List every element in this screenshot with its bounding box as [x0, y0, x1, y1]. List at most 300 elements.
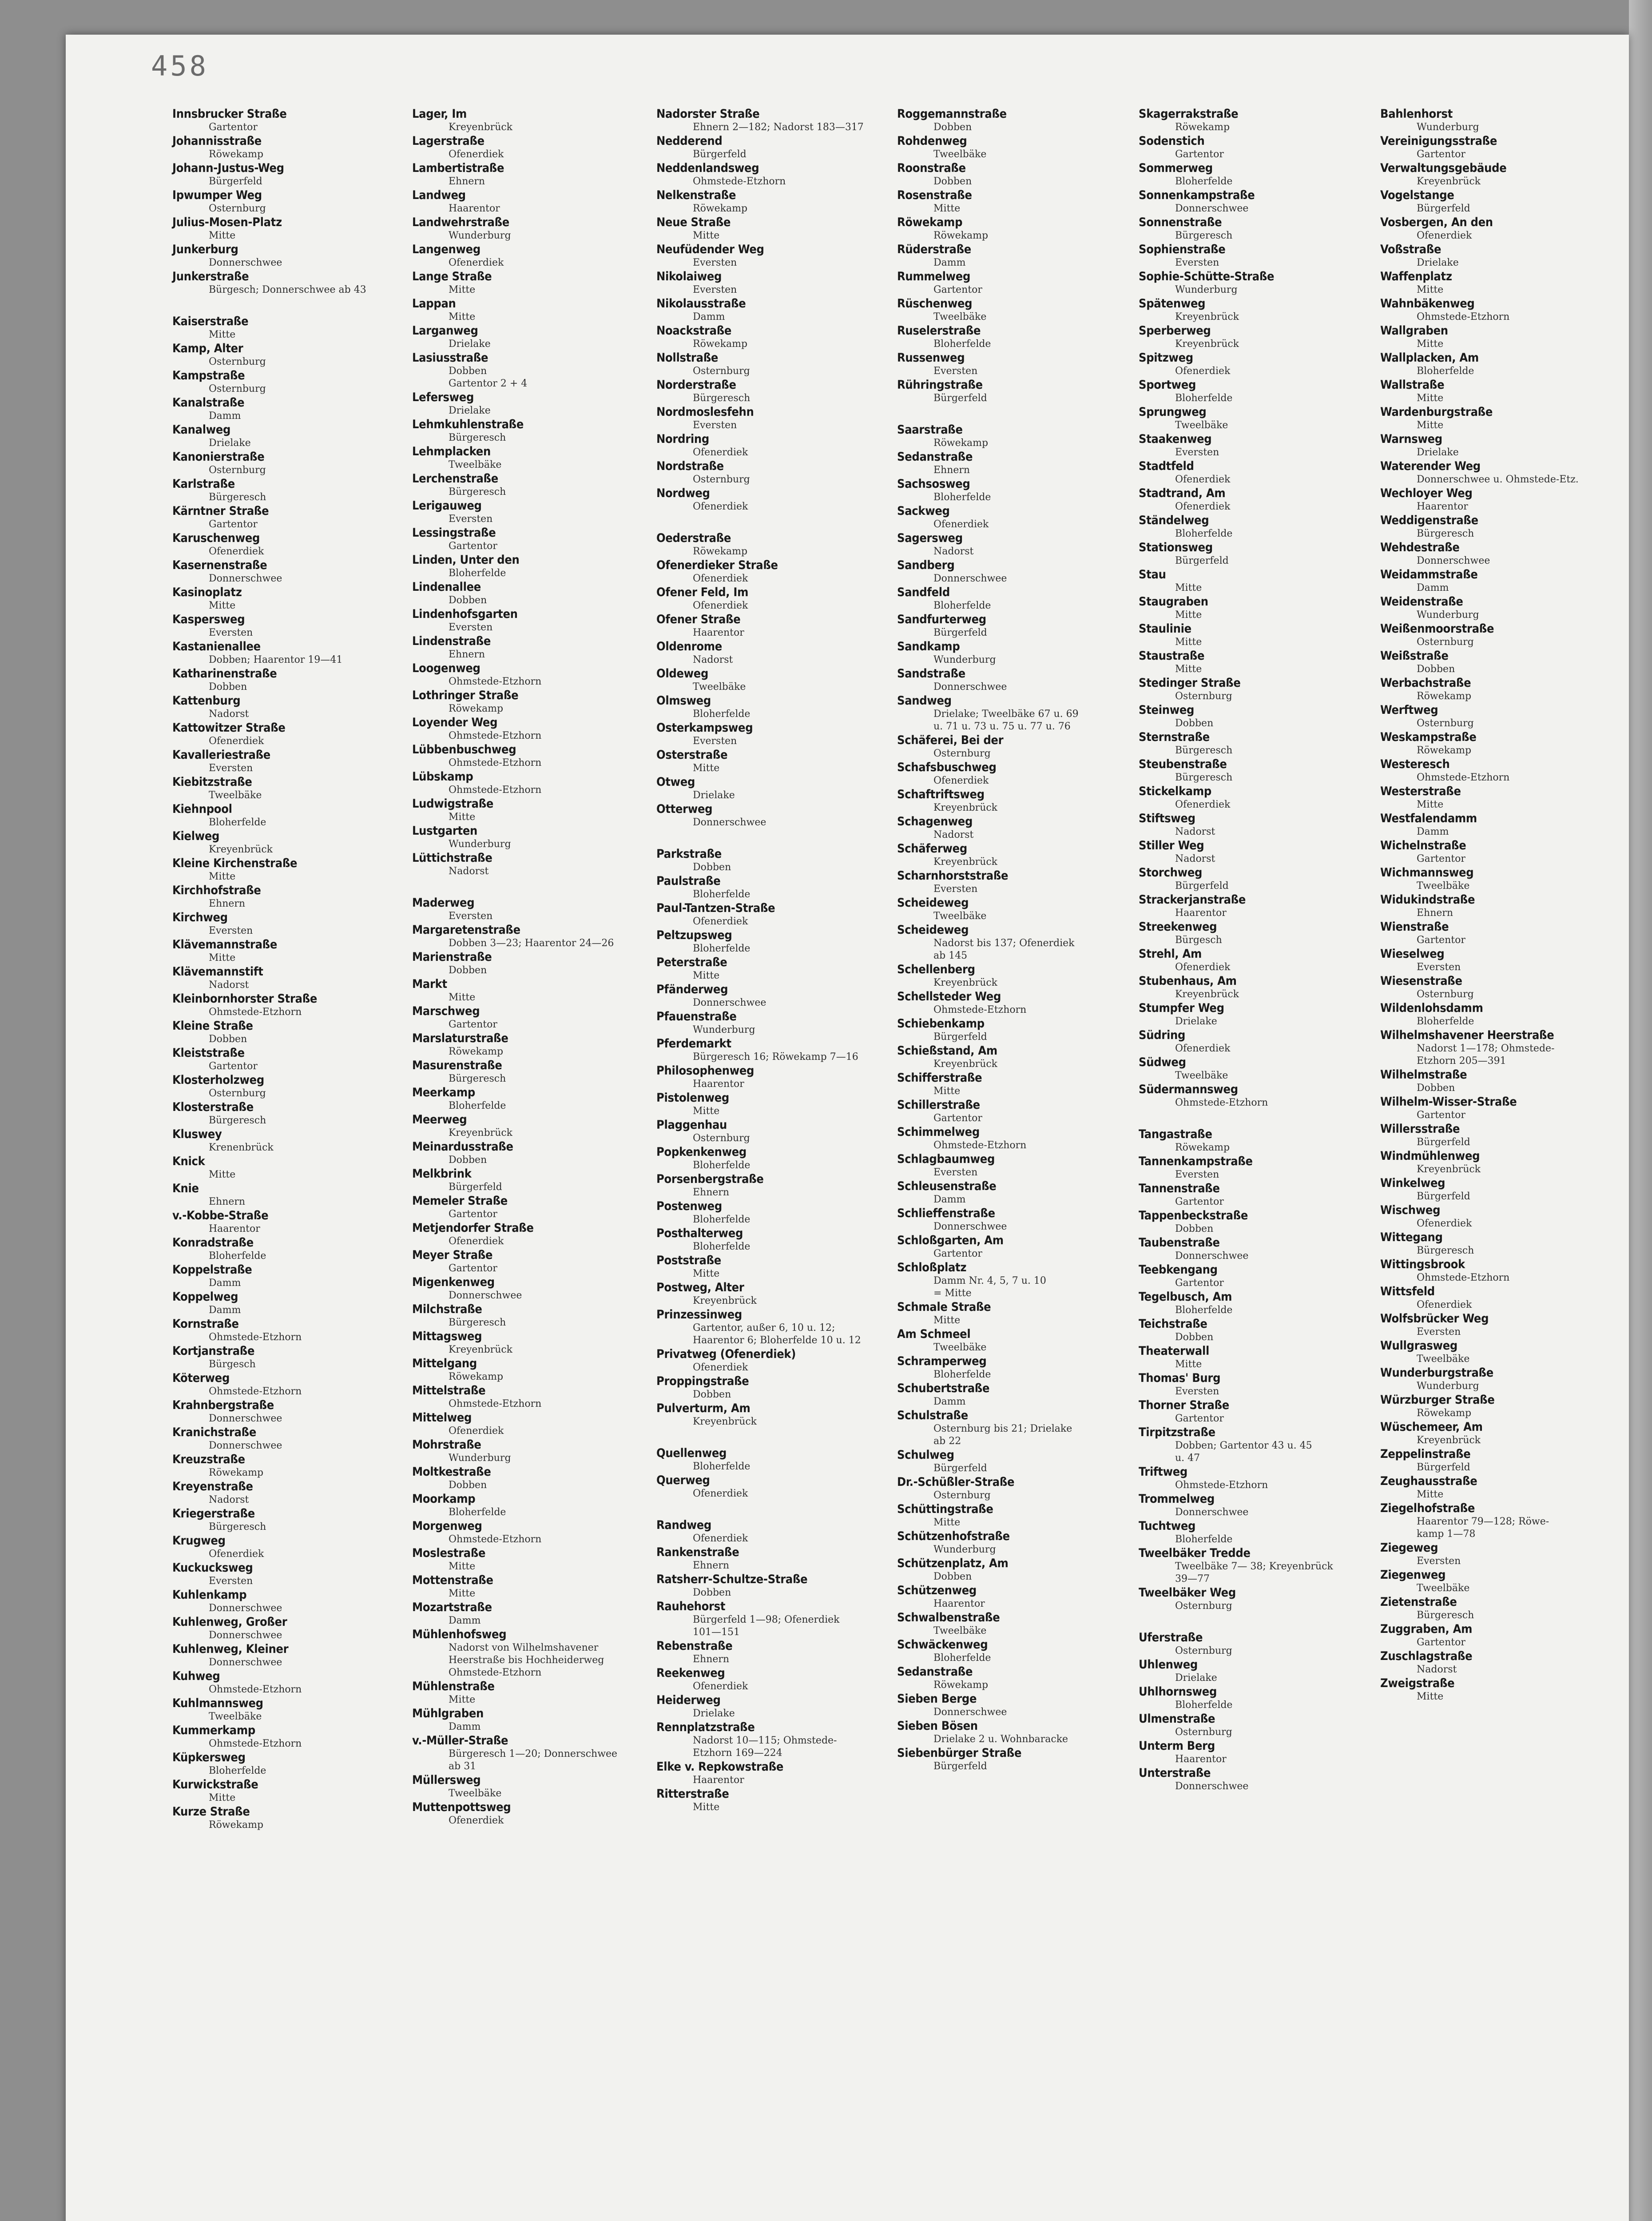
street-name: Weddigenstraße	[1380, 513, 1478, 527]
street-district: Osternburg	[1417, 989, 1474, 1000]
street-district: Mitte	[209, 230, 236, 241]
street-district: Drielake 2 u. Wohnbaracke	[933, 1734, 1068, 1745]
street-name: Marienstraße	[412, 950, 492, 964]
street-entry	[897, 378, 1128, 405]
street-entry	[1139, 188, 1370, 215]
street-entry	[656, 1473, 887, 1500]
street-name: Kurze Straße	[172, 1805, 250, 1819]
street-name: Sophienstraße	[1139, 243, 1226, 256]
street-entry	[897, 477, 1128, 504]
street-district: Mitte	[209, 329, 236, 340]
street-entry	[897, 323, 1128, 350]
street-district: Wunderburg	[1417, 122, 1479, 133]
street-entry	[897, 1502, 1128, 1529]
street-district: Dobben	[1175, 1223, 1214, 1234]
street-district: Ofenerdiek	[449, 1815, 504, 1826]
street-name: Kleiststraße	[172, 1046, 245, 1060]
street-district: Tweelbäke	[1417, 880, 1470, 892]
street-district: Bloherfelde	[933, 492, 991, 503]
street-entry	[172, 1073, 403, 1100]
street-name: Kleinbornhorster Straße	[172, 992, 318, 1006]
street-name: Mottenstraße	[412, 1573, 493, 1587]
street-entry	[1380, 350, 1611, 378]
street-entry	[1380, 865, 1611, 892]
street-entry	[897, 639, 1128, 666]
street-name: Metjendorfer Straße	[412, 1221, 534, 1235]
street-district: Haarentor	[933, 1598, 985, 1609]
street-district: Damm	[933, 1396, 966, 1407]
street-entry	[656, 1720, 887, 1759]
street-district: Tweelbäke	[1175, 420, 1228, 431]
street-district: Osternburg	[933, 1490, 991, 1501]
street-entry	[172, 1425, 403, 1452]
street-name: Klosterstraße	[172, 1100, 254, 1114]
street-name: Wallplacken, Am	[1380, 351, 1479, 365]
street-district: Kreyenbrück	[449, 122, 513, 133]
street-name: Migenkenweg	[412, 1275, 495, 1289]
street-district: Donnerschwee	[1175, 203, 1249, 214]
street-district: Dobben	[693, 1587, 731, 1598]
street-entry	[656, 1226, 887, 1253]
street-district: Bloherfelde	[933, 338, 991, 350]
street-name: Warnsweg	[1380, 432, 1442, 446]
street-name: Schimmelweg	[897, 1125, 980, 1139]
street-district: Mitte	[1417, 338, 1444, 350]
street-name: Schellsteder Weg	[897, 990, 1001, 1003]
street-entry	[412, 1004, 643, 1031]
street-entry	[172, 1181, 403, 1208]
street-entry	[1380, 1649, 1611, 1676]
street-district: Donnerschwee	[933, 681, 1007, 693]
street-district: Röwekamp	[693, 338, 748, 350]
street-district: Bürgerfeld	[1417, 1137, 1470, 1148]
street-district: Nadorst	[933, 546, 974, 557]
street-name: Lindenstraße	[412, 634, 491, 648]
street-name: Westerstraße	[1380, 784, 1461, 798]
street-name: Nelkenstraße	[656, 188, 736, 202]
street-name: Tegelbusch, Am	[1139, 1290, 1232, 1304]
street-name: Wittingsbrook	[1380, 1258, 1465, 1271]
street-entry	[656, 982, 887, 1009]
street-district: Bürgerfeld	[209, 176, 262, 187]
street-name: Ständelweg	[1139, 513, 1209, 527]
street-name: Tuchtweg	[1139, 1519, 1196, 1533]
street-name: Oldeweg	[656, 667, 709, 681]
street-district: Kreyenbrück	[1175, 311, 1239, 322]
street-name: Nordstraße	[656, 459, 724, 473]
street-name: Stau	[1139, 568, 1166, 581]
street-district: Bürgeresch	[449, 432, 506, 443]
street-name: Kuhweg	[172, 1669, 220, 1683]
street-name: Kavalleriestraße	[172, 748, 270, 762]
street-district: Kreyenbrück	[1417, 1164, 1481, 1175]
street-name: Schleusenstraße	[897, 1179, 997, 1193]
street-district: Dobben	[1175, 718, 1214, 729]
street-district: Mitte	[1417, 1489, 1444, 1500]
street-entry	[656, 1693, 887, 1720]
street-district: Haarentor	[1175, 908, 1227, 919]
street-entry	[897, 350, 1128, 378]
street-name: Theaterwall	[1139, 1344, 1209, 1358]
street-name: Spitzweg	[1139, 351, 1193, 365]
street-district: Dobben	[933, 122, 972, 133]
street-entry	[412, 1031, 643, 1058]
street-district: Bürgeresch	[449, 486, 506, 498]
street-name: Koppelweg	[172, 1290, 238, 1304]
column-6	[1380, 107, 1611, 1703]
street-name: Karlstraße	[172, 477, 235, 491]
street-entry	[1380, 296, 1611, 323]
street-entry	[172, 1696, 403, 1723]
street-entry	[1380, 703, 1611, 730]
street-name: Waffenplatz	[1380, 270, 1452, 283]
street-entry	[656, 432, 887, 459]
street-district: Drielake	[693, 1708, 735, 1719]
street-name: Masurenstraße	[412, 1059, 502, 1072]
street-district: Gartentor, außer 6, 10 u. 12; Haarentor 6; Bloherfelde 10 u. 12	[693, 1322, 861, 1346]
street-name: Marschweg	[412, 1004, 480, 1018]
street-entry	[1380, 1501, 1611, 1540]
street-district: Tweelbäke 7— 38; Kreyenbrück 39—77	[1175, 1561, 1333, 1584]
street-name: Lindenhofsgarten	[412, 607, 518, 621]
street-name: Weißenmoorstraße	[1380, 622, 1494, 636]
street-entry	[897, 841, 1128, 868]
street-entry	[1139, 1398, 1370, 1425]
street-district: Mitte	[933, 1315, 961, 1326]
street-entry	[1139, 459, 1370, 486]
street-district: Mitte	[209, 871, 236, 882]
section-gap	[656, 829, 887, 847]
street-district: Ofenerdiek	[449, 257, 504, 268]
street-entry	[172, 269, 403, 296]
street-name: Lindenallee	[412, 580, 481, 594]
street-name: Paulstraße	[656, 874, 721, 888]
street-entry	[172, 188, 403, 215]
street-district: Ofenerdiek	[693, 447, 748, 458]
street-district: Mitte	[449, 992, 476, 1003]
street-entry	[1380, 513, 1611, 540]
street-district: Kreyenbrück	[449, 1127, 513, 1138]
street-entry	[172, 910, 403, 937]
street-district: Eversten	[693, 257, 737, 268]
street-name: Südermannsweg	[1139, 1083, 1238, 1096]
street-district: Tweelbäke	[209, 790, 262, 801]
street-name: Kanalweg	[172, 423, 231, 437]
street-entry	[656, 1759, 887, 1787]
street-district: Mitte	[209, 1792, 236, 1803]
street-entry	[172, 1479, 403, 1506]
street-district: Ohmstede-Etzhorn	[1417, 311, 1510, 322]
street-district: Eversten	[693, 736, 737, 747]
street-district: Bürgerfeld	[1175, 880, 1229, 892]
street-name: Würzburger Straße	[1380, 1393, 1495, 1407]
street-name: Sachsosweg	[897, 477, 970, 491]
street-entry	[897, 1300, 1128, 1327]
street-district: Bürgeresch	[1175, 772, 1233, 783]
street-name: Schifferstraße	[897, 1071, 982, 1085]
street-entry	[1139, 1055, 1370, 1082]
street-name: Ofener Feld, Im	[656, 585, 749, 599]
street-entry	[412, 1356, 643, 1383]
street-entry	[1139, 1290, 1370, 1317]
street-district: Dobben	[1417, 664, 1455, 675]
street-entry	[172, 1154, 403, 1181]
street-district: Osternburg	[1175, 1600, 1232, 1612]
street-district: Gartentor	[449, 1019, 497, 1030]
street-entry	[897, 896, 1128, 923]
street-entry	[412, 1383, 643, 1410]
street-name: Kastanienallee	[172, 640, 261, 653]
street-name: Landweg	[412, 188, 466, 202]
street-name: Roonstraße	[897, 161, 966, 175]
street-entry	[1139, 1425, 1370, 1465]
street-district: Tweelbäke	[933, 1342, 987, 1353]
street-name: Lehmplacken	[412, 445, 491, 458]
street-name: Paul-Tantzen-Straße	[656, 901, 775, 915]
street-entry	[412, 1221, 643, 1248]
street-name: Julius-Mosen-Platz	[172, 215, 282, 229]
street-name: Lefersweg	[412, 390, 474, 404]
street-entry	[1139, 269, 1370, 296]
street-district: Bloherfelde	[449, 1100, 506, 1111]
street-district: Dobben	[693, 862, 731, 873]
street-district: Gartentor	[1417, 853, 1465, 864]
street-entry	[172, 748, 403, 775]
street-district: Dobben	[449, 595, 487, 606]
street-entry	[412, 1139, 643, 1166]
street-name: Johann-Justus-Weg	[172, 161, 284, 175]
street-entry	[412, 742, 643, 769]
street-district: Bürgerfeld	[1417, 1191, 1470, 1202]
street-district: Dobben	[933, 1571, 972, 1582]
street-entry	[897, 1354, 1128, 1381]
street-district: Mitte	[449, 311, 476, 322]
street-name: Kleine Kirchenstraße	[172, 856, 298, 870]
street-district: Dobben	[933, 176, 972, 187]
street-entry	[412, 661, 643, 688]
section-gap	[1139, 1109, 1370, 1127]
street-name: v.-Müller-Straße	[412, 1734, 508, 1747]
street-district: Bürgesch	[209, 1359, 256, 1370]
street-entry	[172, 1615, 403, 1642]
street-district: Ofenerdiek	[449, 1236, 504, 1247]
street-district: Bloherfelde	[933, 1369, 991, 1380]
street-name: Klosterholzweg	[172, 1073, 264, 1087]
street-entry	[897, 422, 1128, 450]
street-entry	[172, 368, 403, 395]
street-entry	[1139, 757, 1370, 784]
street-name: Muttenpottsweg	[412, 1800, 511, 1814]
street-name: Strehl, Am	[1139, 947, 1202, 961]
street-district: Gartentor	[1417, 1110, 1465, 1121]
street-entry	[897, 868, 1128, 896]
street-name: Schulstraße	[897, 1409, 968, 1422]
street-district: Kreyenbrück	[693, 1295, 757, 1306]
street-entry	[172, 612, 403, 639]
street-district: Damm	[1417, 582, 1449, 593]
street-name: Stadtrand, Am	[1139, 486, 1226, 500]
street-entry	[656, 486, 887, 513]
street-district: Röwekamp	[209, 1467, 264, 1478]
street-name: Margaretenstraße	[412, 923, 520, 937]
street-name: Moorkamp	[412, 1492, 476, 1506]
street-name: Lasiusstraße	[412, 351, 488, 365]
street-district: Mitte	[693, 970, 720, 981]
street-entry	[412, 1112, 643, 1139]
street-entry	[172, 1100, 403, 1127]
street-name: Teichstraße	[1139, 1317, 1207, 1331]
street-entry	[656, 269, 887, 296]
street-name: Schützenhofstraße	[897, 1529, 1010, 1543]
street-entry	[1380, 107, 1611, 134]
street-name: Zeppelinstraße	[1380, 1447, 1471, 1461]
street-name: Linden, Unter den	[412, 553, 520, 567]
street-entry	[897, 1381, 1128, 1408]
street-district: Osternburg	[1417, 637, 1474, 648]
street-entry	[172, 134, 403, 161]
street-entry	[412, 107, 643, 134]
street-district: Bloherfelde	[1417, 366, 1474, 377]
street-district: Ohmstede-Etzhorn	[1175, 1097, 1268, 1108]
street-entry	[412, 161, 643, 188]
street-name: Werbachstraße	[1380, 676, 1471, 690]
street-district: Nadorst	[209, 979, 249, 991]
street-district: Dobben	[209, 1034, 247, 1045]
street-entry	[172, 775, 403, 802]
street-name: Küpkersweg	[172, 1751, 246, 1764]
section-gap	[172, 296, 403, 314]
street-name: Johannisstraße	[172, 134, 262, 148]
street-name: Sprungweg	[1139, 405, 1207, 419]
street-entry	[172, 991, 403, 1019]
street-district: Gartentor	[449, 541, 497, 552]
street-district: Bloherfelde	[693, 943, 751, 954]
street-name: v.-Kobbe-Straße	[172, 1209, 269, 1222]
street-entry	[897, 787, 1128, 814]
street-entry	[412, 242, 643, 269]
street-name: Schwalbenstraße	[897, 1611, 1000, 1624]
street-entry	[1139, 892, 1370, 919]
street-name: Sommerweg	[1139, 161, 1213, 175]
street-district: Gartentor	[209, 122, 258, 133]
street-entry	[1139, 1712, 1370, 1739]
street-entry	[412, 525, 643, 553]
street-entry	[412, 923, 643, 950]
street-entry	[656, 1063, 887, 1091]
street-entry	[656, 1253, 887, 1280]
street-district: Bloherfelde	[209, 817, 266, 828]
street-name: Triftweg	[1139, 1465, 1187, 1479]
street-district: Ehnern	[1417, 908, 1453, 919]
street-district: Mitte	[693, 763, 720, 774]
street-name: Pfauenstraße	[656, 1010, 737, 1023]
street-district: Mitte	[933, 203, 961, 214]
street-district: Nadorst	[209, 708, 249, 720]
street-district: Eversten	[209, 763, 253, 774]
street-district: Gartentor	[449, 1209, 497, 1220]
street-district: Dobben	[449, 965, 487, 976]
street-district: Bürgeresch 16; Röwekamp 7—16	[693, 1051, 858, 1063]
street-entry	[1139, 405, 1370, 432]
street-entry	[172, 1208, 403, 1235]
street-name: Sedanstraße	[897, 450, 973, 464]
street-name: Konradstraße	[172, 1236, 254, 1250]
street-district: Haarentor	[209, 1223, 260, 1234]
column-1	[172, 107, 403, 1831]
street-district: Mitte	[693, 230, 720, 241]
street-district: Donnerschwee	[209, 1630, 282, 1641]
street-district: Mitte	[1417, 393, 1444, 404]
street-name: Kuhlmannsweg	[172, 1696, 263, 1710]
street-name: Mittagsweg	[412, 1329, 482, 1343]
street-entry	[172, 1804, 403, 1831]
street-district: Dobben	[693, 1389, 731, 1400]
street-name: Vogelstange	[1380, 188, 1454, 202]
street-district: Röwekamp	[1417, 1408, 1472, 1419]
street-name: Staulinie	[1139, 622, 1191, 636]
street-district: Drielake	[693, 790, 735, 801]
street-name: Wechloyer Weg	[1380, 486, 1473, 500]
street-entry	[897, 558, 1128, 585]
street-district: Damm	[933, 257, 966, 268]
street-entry	[897, 1016, 1128, 1043]
street-entry	[1139, 107, 1370, 134]
street-entry	[1380, 1149, 1611, 1176]
street-entry	[656, 666, 887, 693]
street-name: Kuhlenkamp	[172, 1588, 247, 1602]
street-name: Mittelgang	[412, 1357, 477, 1370]
street-entry	[412, 1166, 643, 1194]
street-district: Damm	[449, 1615, 481, 1626]
street-name: Olmsweg	[656, 694, 711, 708]
street-district: Drielake	[449, 338, 491, 350]
street-district: Bürgerfeld	[1417, 203, 1470, 214]
street-district: Bloherfelde	[1417, 1016, 1474, 1027]
street-name: Vosbergen, An den	[1380, 215, 1493, 229]
street-district: Bürgeresch	[693, 393, 751, 404]
street-entry	[656, 1518, 887, 1545]
street-district: Osternburg	[1417, 718, 1474, 729]
street-name: Zweigstraße	[1380, 1676, 1455, 1690]
street-district: Donnerschwee	[1175, 1781, 1249, 1792]
street-name: Ziegenweg	[1380, 1568, 1446, 1582]
street-district: Gartentor	[933, 284, 982, 295]
street-entry	[897, 1746, 1128, 1773]
street-district: Ohmstede-Etzhorn	[449, 784, 542, 796]
street-name: Zietenstraße	[1380, 1595, 1457, 1609]
street-entry	[172, 829, 403, 856]
street-entry	[412, 188, 643, 215]
street-district: Röwekamp	[933, 230, 989, 241]
street-district: Mitte	[693, 1106, 720, 1117]
street-district: Eversten	[1175, 1169, 1219, 1180]
street-district: Kreyenbrück	[933, 977, 998, 988]
column-4	[897, 107, 1128, 1773]
street-name: Schüttingstraße	[897, 1502, 993, 1516]
street-district: Dobben	[449, 1480, 487, 1491]
street-entry	[897, 134, 1128, 161]
street-name: Scheideweg	[897, 923, 969, 937]
street-district: Haarentor	[693, 627, 744, 638]
street-district: Damm	[209, 410, 241, 422]
street-entry	[1139, 649, 1370, 676]
street-entry	[897, 612, 1128, 639]
street-entry	[1139, 1371, 1370, 1398]
street-entry	[412, 444, 643, 471]
street-name: Kranichstraße	[172, 1425, 257, 1439]
street-district: Mitte	[933, 1086, 961, 1097]
street-name: Kiebitzstraße	[172, 775, 252, 789]
